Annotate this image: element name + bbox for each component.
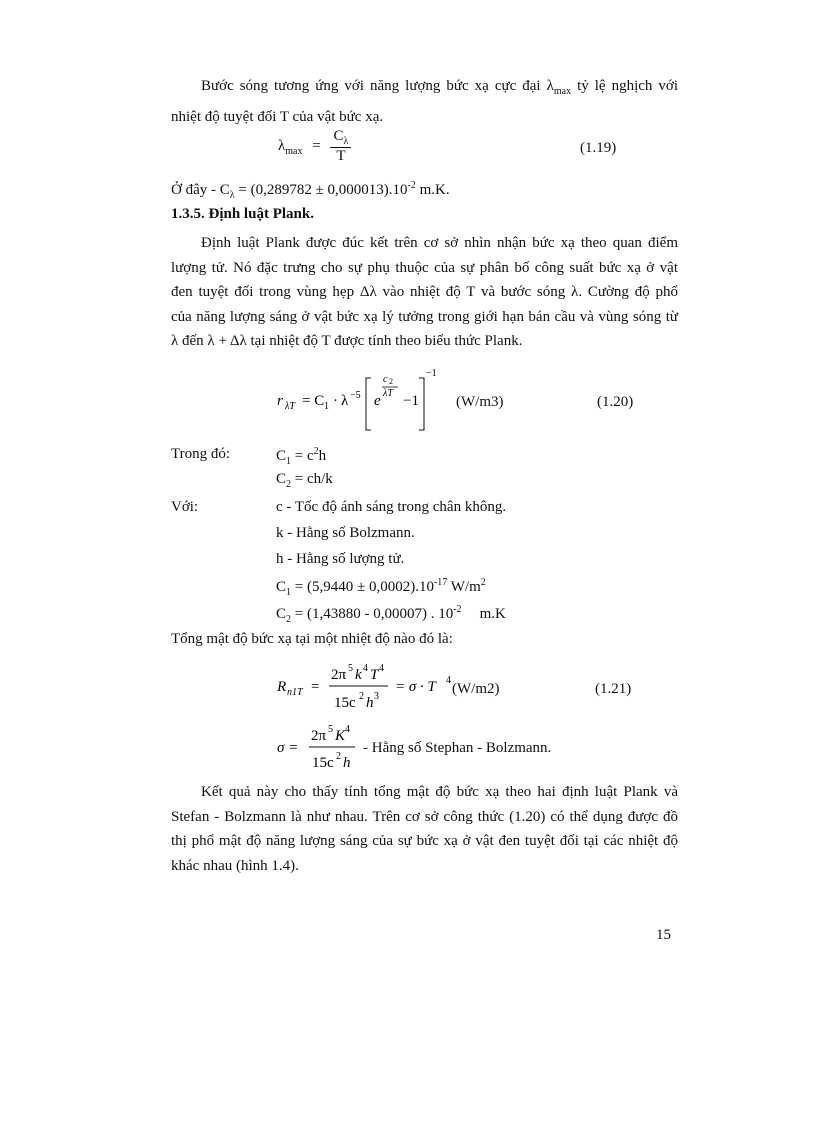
equation-1-20-unit: (W/m3) xyxy=(456,394,504,410)
right-bracket xyxy=(419,378,424,430)
intro-line-1: Bước sóng tương ứng với năng lượng bức xạ cực đại $\lambda_{max}$ tỷ lệ nghịch với xyxy=(201,78,678,97)
sigma-description: - Hằng số Stephan - Bolzmann. xyxy=(363,740,552,756)
planck-line: đen tuyệt đối trong vùng hẹp Δλ vào nhiệt độ T và bước sóng λ. Cường độ phổ xyxy=(171,284,678,300)
svg-text:T: T xyxy=(370,667,379,683)
def-c1: $C_1 = c^2h$ xyxy=(276,446,327,467)
svg-text:2π: 2π xyxy=(311,728,327,744)
svg-text:h: h xyxy=(343,755,351,771)
svg-text:= C: = C xyxy=(302,393,325,409)
svg-text:2π: 2π xyxy=(331,667,347,683)
svg-text:K: K xyxy=(335,728,346,744)
svg-text:−1: −1 xyxy=(403,393,419,409)
conclusion-line: khác nhau (hình 1.4). xyxy=(171,857,299,874)
svg-text:k: k xyxy=(355,667,362,683)
planck-line: λ đến λ + Δλ tại nhiệt độ T được tính theo biểu thức Plank. xyxy=(171,333,523,349)
svg-text:1: 1 xyxy=(324,401,329,412)
def-boltzmann: k - Hằng số Bolzmann. xyxy=(276,525,415,541)
def-c2-value: $C_2 = (1,43880 - 0,00007)$ . $10^{-2}$ m.K xyxy=(276,604,506,625)
equation-1-20-number: (1.20) xyxy=(597,394,634,410)
planck-paragraph xyxy=(171,231,678,354)
svg-text:λT: λT xyxy=(383,388,393,399)
svg-text:2: 2 xyxy=(359,691,364,702)
equation-1-21-unit: (W/m2) xyxy=(452,681,500,697)
section-heading: 1.3.5. Định luật Plank. xyxy=(171,206,314,222)
svg-text:−1: −1 xyxy=(426,368,437,379)
svg-text:2: 2 xyxy=(389,377,393,386)
svg-text:λT: λT xyxy=(285,401,295,412)
conclusion-line: Kết quả này cho thấy tính tổng mật độ bức xạ theo hai định luật Plank và xyxy=(201,784,678,800)
svg-text:e: e xyxy=(374,393,381,409)
left-bracket xyxy=(366,378,371,430)
def-planck-constant: h - Hằng số lượng tử. xyxy=(276,551,405,567)
planck-line: Định luật Plank được đúc kết trên cơ sở nhìn nhận bức xạ theo quan điểm xyxy=(201,235,678,251)
svg-text:·: · xyxy=(333,393,338,409)
svg-text:4: 4 xyxy=(379,663,384,674)
conclusion-line: Stefan - Bolzmann là như nhau. Trên cơ sở công thức (1.20) có thể dụng được đồ xyxy=(171,808,678,825)
equation-1-19-number: (1.19) xyxy=(580,140,617,156)
svg-text:λ: λ xyxy=(341,393,349,409)
definitions-label-trong-do: Trong đó: xyxy=(171,446,231,462)
svg-text:σ =: σ = xyxy=(277,740,299,756)
svg-text:5: 5 xyxy=(348,663,353,674)
intro-paragraph xyxy=(171,74,678,129)
sigma-equation xyxy=(275,720,375,774)
svg-text:5: 5 xyxy=(328,724,333,735)
svg-text:= σ · T: = σ · T xyxy=(395,679,436,695)
planck-line: lượng tử. Nó đặc trưng cho sự phụ thuộc của sự phân bố công suất bức xạ ở vật xyxy=(171,259,678,276)
svg-text:4: 4 xyxy=(345,724,350,735)
svg-text:3: 3 xyxy=(374,691,379,702)
svg-text:=: = xyxy=(311,679,320,695)
svg-text:4: 4 xyxy=(363,663,368,674)
definitions-label-voi: Với: xyxy=(171,499,199,515)
svg-text:2: 2 xyxy=(336,751,341,762)
svg-text:−5: −5 xyxy=(350,390,361,401)
conclusion-paragraph xyxy=(171,780,678,878)
equation-1-19: $\lambda_{max}$ = $\frac{C_\lambda}{T}$ xyxy=(278,128,351,165)
equation-1-20 xyxy=(275,362,475,438)
planck-line: của năng lượng sáng ở vật bức xạ lý tưởng trong giới hạn bán cầu và vùng sóng từ xyxy=(171,308,678,325)
def-c1-value: $C_1 = (5,9440 \pm 0,0002).10^{-17}$ $W/m^2$ xyxy=(276,577,486,598)
def-c2: $C_2 = ch/k$ xyxy=(276,471,333,490)
svg-text:4: 4 xyxy=(446,675,451,686)
svg-text:h: h xyxy=(366,695,374,711)
svg-text:n1T: n1T xyxy=(287,687,303,698)
conclusion-line: thị phổ mật độ năng lượng sáng của sự bức xạ ở vật đen tuyệt đối tại các nhiệt độ xyxy=(171,833,678,849)
equation-1-19-fraction: $\frac{C_\lambda}{T}$ xyxy=(330,128,351,165)
svg-text:R: R xyxy=(277,679,287,695)
svg-text:15c: 15c xyxy=(312,755,334,771)
equation-1-21-number: (1.21) xyxy=(595,681,632,697)
svg-text:c: c xyxy=(383,374,388,385)
page-number: 15 xyxy=(656,927,671,943)
def-speed-of-light: c - Tốc độ ánh sáng trong chân không. xyxy=(276,499,507,515)
eq120-r: r xyxy=(277,393,283,409)
svg-text:15c: 15c xyxy=(334,695,356,711)
intro-line-2: nhiệt độ tuyệt đối T của vật bức xạ. xyxy=(171,108,384,125)
total-density-intro: Tổng mật độ bức xạ tại một nhiệt độ nào đó là: xyxy=(171,631,453,647)
c-lambda-constant: Ở đây - $C_\lambda = (0,289782 \pm 0,000013).10^{-2}$ m.K. xyxy=(171,180,450,201)
